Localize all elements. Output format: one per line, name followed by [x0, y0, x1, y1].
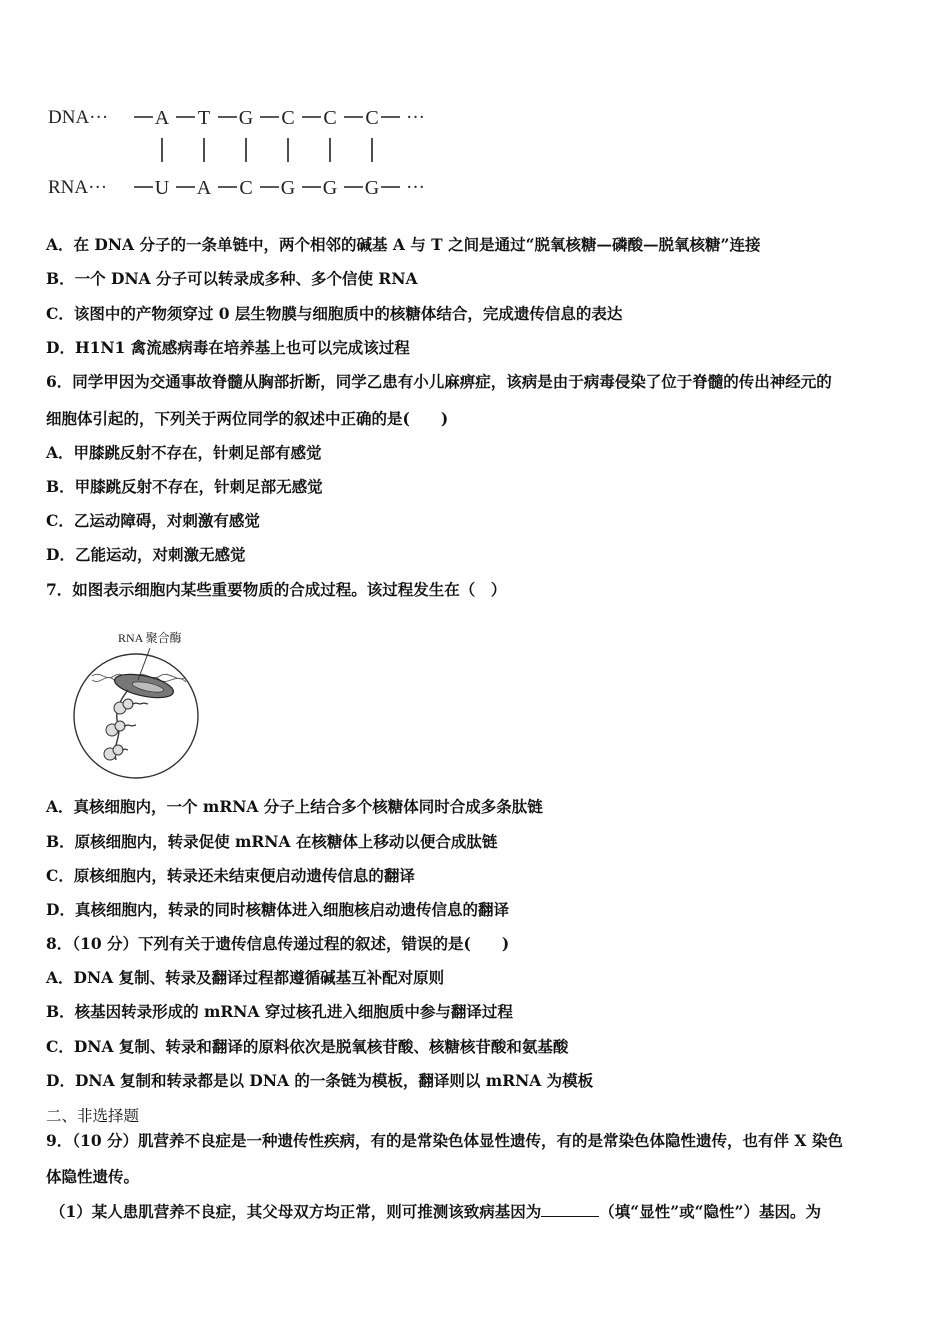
q9-stem-line1: 9．（10 分）肌营养不良症是一种遗传性疾病，有的是常染色体显性遗传，有的是常染色体隐性遗传，也有伴 X 染色: [46, 1131, 843, 1150]
dna-base: T: [197, 107, 211, 129]
q6-option-b: B．甲膝跳反射不存在，针刺足部无感觉: [46, 477, 323, 496]
q5-option-c: C．该图中的产物须穿过 0 层生物膜与细胞质中的核糖体结合，完成遗传信息的表达: [46, 304, 623, 323]
answer-blank[interactable]: [541, 1202, 599, 1217]
q5-option-b: B．一个 DNA 分子可以转录成多种、多个信使 RNA: [46, 269, 418, 288]
dna-base: C: [281, 107, 295, 129]
rna-label: RNA···: [48, 177, 108, 198]
transcription-translation-figure: [68, 624, 208, 784]
rna-base: G: [322, 177, 338, 199]
q8-option-b: B．核基因转录形成的 mRNA 穿过核孔进入细胞质中参与翻译过程: [46, 1002, 513, 1021]
ribosomes: [104, 699, 133, 760]
dna-rna-pairing-figure: [46, 96, 476, 206]
rna-base: C: [239, 177, 253, 199]
q7-option-b: B．原核细胞内，转录促使 mRNA 在核糖体上移动以便合成肽链: [46, 832, 498, 851]
cell-circle: [74, 654, 198, 778]
q7-stem: 7．如图表示细胞内某些重要物质的合成过程。该过程发生在（ ）: [46, 580, 507, 599]
q7-option-d: D．真核细胞内，转录的同时核糖体进入细胞核启动遗传信息的翻译: [46, 900, 509, 919]
rna-base: U: [154, 177, 170, 199]
dna-base: G: [238, 107, 254, 129]
rna-base: G: [364, 177, 380, 199]
q8-stem: 8．（10 分）下列有关于遗传信息传递过程的叙述，错误的是( ): [46, 934, 510, 953]
q8-option-a: A．DNA 复制、转录及翻译过程都遵循碱基互补配对原则: [46, 968, 445, 987]
dna-base: C: [365, 107, 379, 129]
q6-stem-line1: 6．同学甲因为交通事故脊髓从胸部折断，同学乙患有小儿麻痹症，该病是由于病毒侵染了位于脊髓的传出神经元的: [46, 372, 832, 391]
q5-option-d: D．H1N1 禽流感病毒在培养基上也可以完成该过程: [46, 338, 410, 357]
q7-option-a: A．真核细胞内，一个 mRNA 分子上结合多个核糖体同时合成多条肽链: [46, 797, 543, 816]
dna-trail: ···: [406, 107, 425, 128]
q8-option-d: D．DNA 复制和转录都是以 DNA 的一条链为模板，翻译则以 mRNA 为模板: [46, 1071, 594, 1090]
q9-sub1: （1）某人患肌营养不良症，其父母双方均正常，则可推测该致病基因为 （填“显性”或“隐性”）基因。为: [50, 1202, 821, 1221]
rna-polymerase-label: RNA 聚合酶: [118, 631, 182, 645]
dna-base: A: [154, 107, 170, 129]
rna-base: G: [280, 177, 296, 199]
q7-option-c: C．原核细胞内，转录还未结束便启动遗传信息的翻译: [46, 866, 415, 885]
rna-trail: ···: [406, 177, 425, 198]
q6-stem-line2: 细胞体引起的，下列关于两位同学的叙述中正确的是( ): [46, 409, 449, 428]
section-title: 二、非选择题: [46, 1107, 140, 1125]
dna-label: DNA···: [48, 107, 109, 128]
q8-option-c: C．DNA 复制、转录和翻译的原料依次是脱氧核苷酸、核糖核苷酸和氨基酸: [46, 1037, 569, 1056]
q6-option-d: D．乙能运动，对刺激无感觉: [46, 545, 246, 564]
q6-option-a: A．甲膝跳反射不存在，针刺足部有感觉: [46, 443, 322, 462]
dna-base: C: [323, 107, 337, 129]
q5-option-a: A．在 DNA 分子的一条单链中，两个相邻的碱基 A 与 T 之间是通过“脱氧核糖—磷酸—脱氧核糖”连接: [46, 235, 761, 254]
rna-base: A: [196, 177, 212, 199]
q6-option-c: C．乙运动障碍，对刺激有感觉: [46, 511, 260, 530]
q9-stem-line2: 体隐性遗传。: [46, 1167, 140, 1186]
